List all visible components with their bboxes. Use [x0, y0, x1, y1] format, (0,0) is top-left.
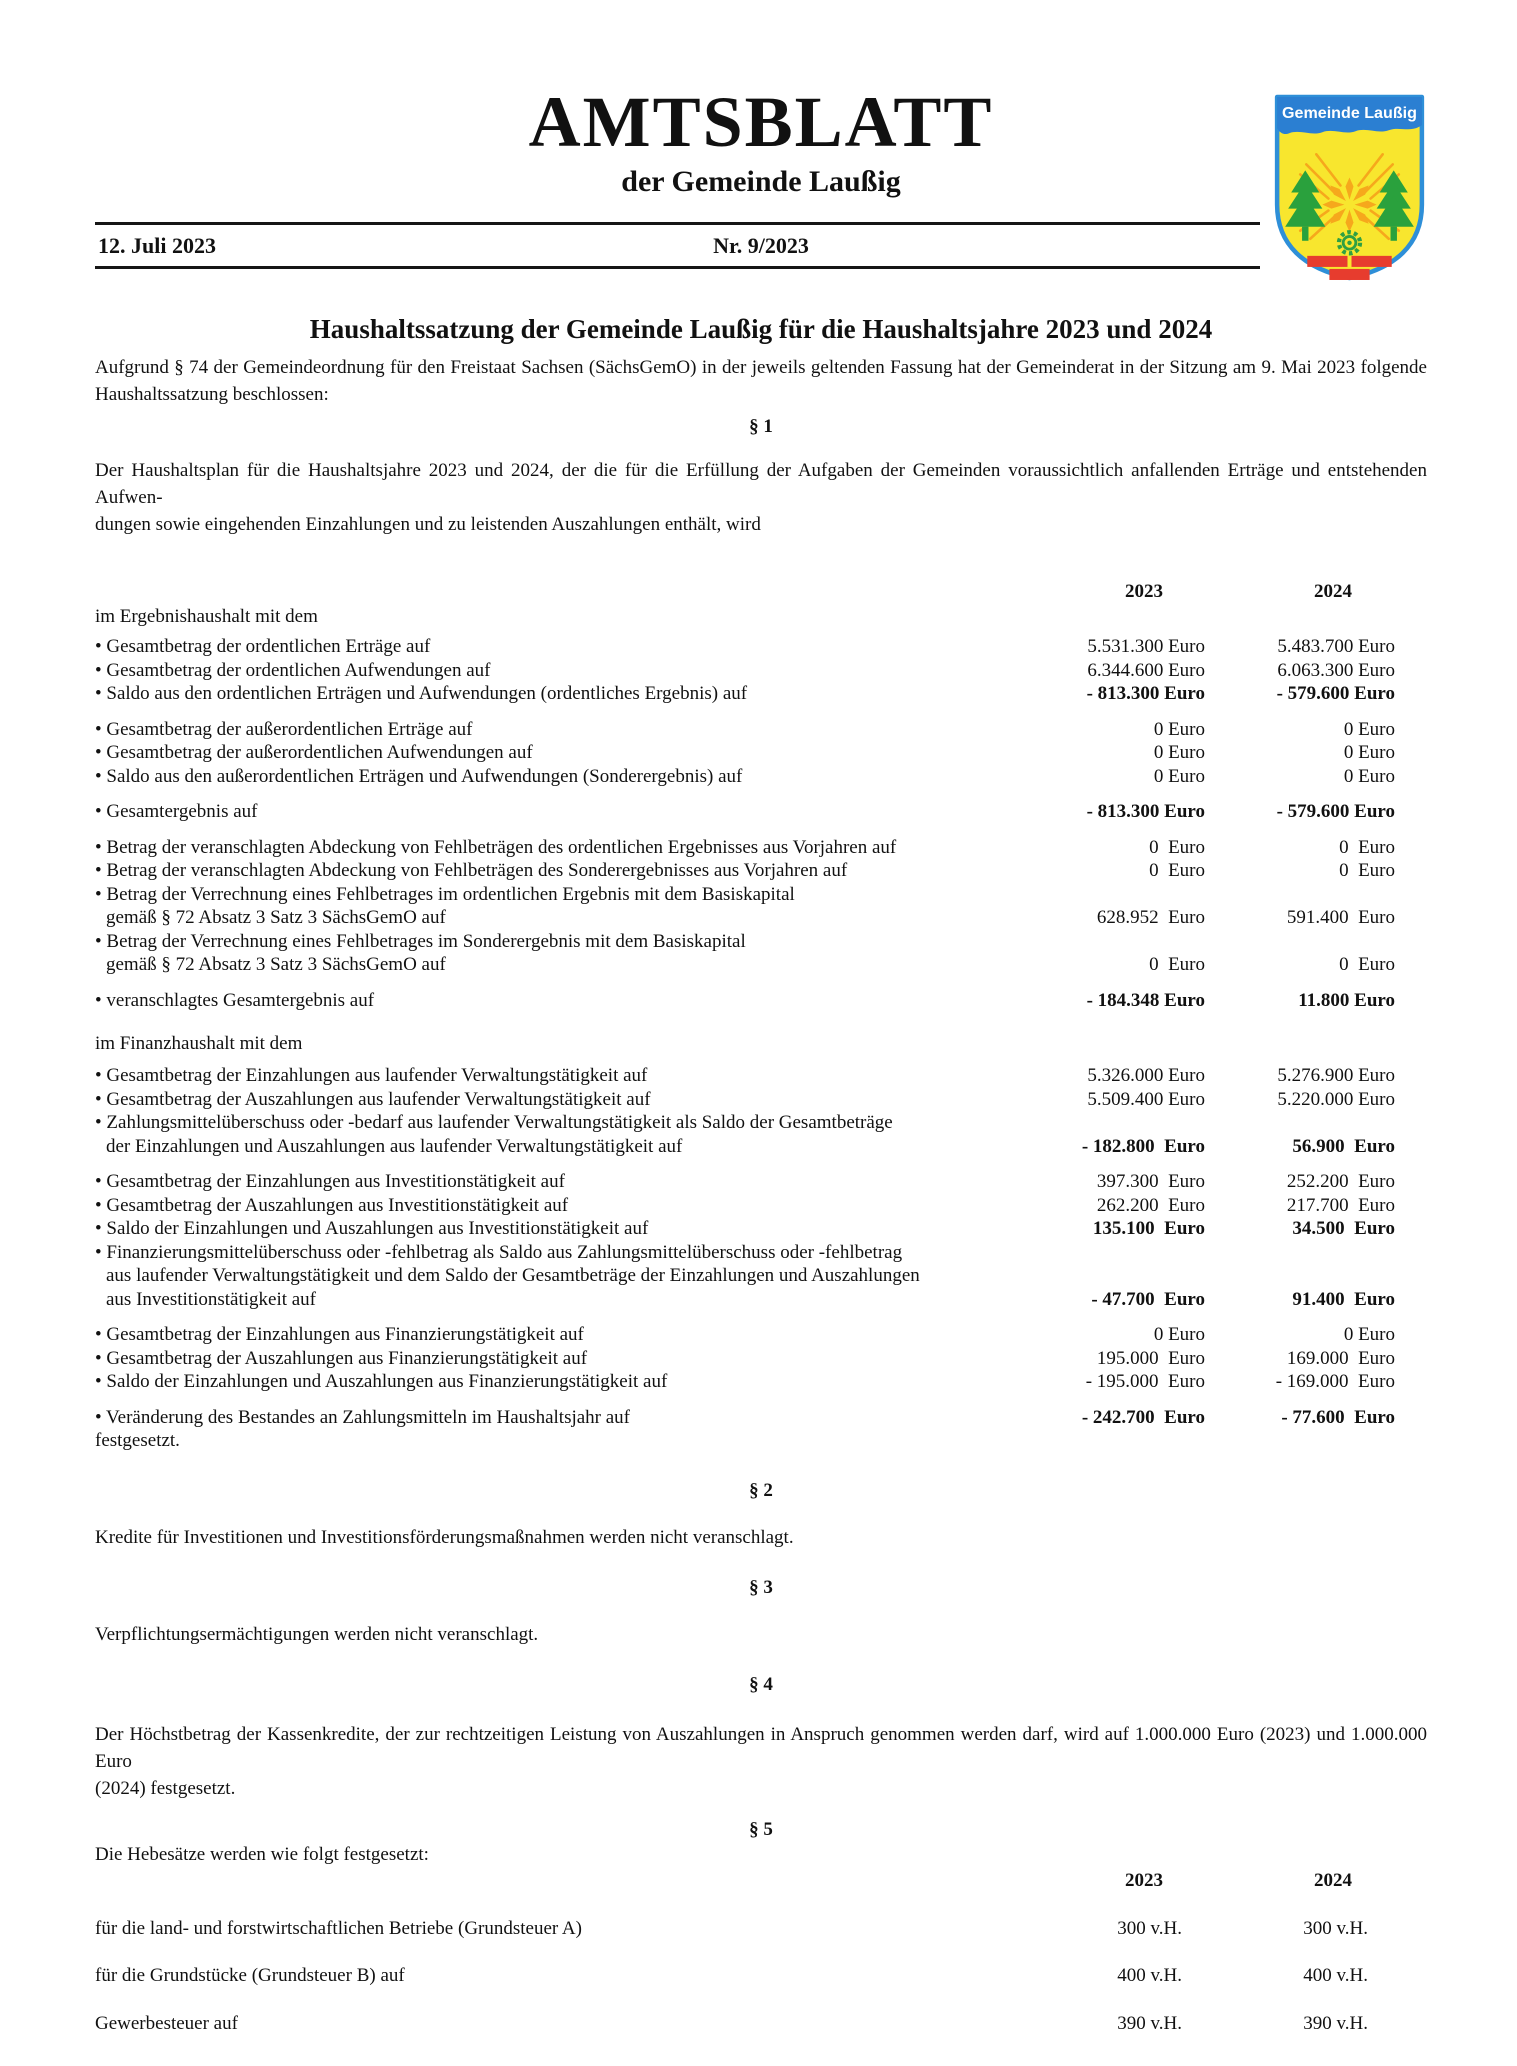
- budget-row-value-2024: 34.500 Euro: [1292, 1218, 1395, 1239]
- budget-table-row: [95, 836, 1427, 860]
- budget-row-value-2023: - 242.700 Euro: [1081, 1406, 1205, 1428]
- budget-table-row: [95, 1217, 1427, 1241]
- budget-row-label: [95, 1064, 1075, 1088]
- section-5-mark: § 5: [749, 1818, 773, 1840]
- ergebnishaushalt-rows: [95, 635, 1427, 1012]
- budget-row-label: [95, 930, 1075, 977]
- masthead: [95, 0, 1427, 202]
- budget-table-row: [95, 1064, 1427, 1088]
- budget-row-label: [95, 989, 1075, 1013]
- budget-table-row: [95, 765, 1427, 789]
- budget-row-value-2024: 5.483.700 Euro: [1277, 636, 1395, 657]
- budget-row-value-2023: 195.000 Euro: [1096, 1347, 1205, 1369]
- masthead-subtitle: der Gemeinde Laußig: [621, 165, 901, 198]
- budget-row-value-2023: 0 Euro: [1153, 742, 1205, 763]
- budget-row-value-2024: 0 Euro: [1339, 836, 1395, 858]
- budget-row-value-2024: 217.700 Euro: [1286, 1194, 1395, 1216]
- section-1-mark: § 1: [749, 416, 773, 437]
- section-3-text: Verpflichtungsermächtigungen werden nicht veranschlagt.: [95, 1623, 539, 1645]
- budget-row-line: • Zahlungsmittelüberschuss oder -bedarf aus laufender Verwaltungstätigkeit als Saldo der Gesamtbeträge: [95, 1112, 893, 1133]
- festgesetzt-text: festgesetzt.: [95, 1430, 180, 1451]
- budget-row-line: • Gesamtergebnis auf: [95, 801, 258, 822]
- budget-table-row: [95, 1406, 1427, 1430]
- budget-row-value-2023: 0 Euro: [1153, 765, 1205, 787]
- intro-line-1: Aufgrund § 74 der Gemeindeordnung für den Freistaat Sachsen (SächsGemO) in der jeweils geltenden Fassung hat der Gemeinderat in der Sitzung am 9. Mai 2023 folgende: [95, 357, 1427, 378]
- budget-row-value-2024: 169.000 Euro: [1286, 1347, 1395, 1369]
- budget-row-value-2023: - 182.800 Euro: [1081, 1135, 1205, 1157]
- hebesatz-row-label: Gewerbesteuer auf: [95, 2012, 238, 2034]
- budget-row-line: • Saldo der Einzahlungen und Auszahlungen aus Finanzierungstätigkeit auf: [95, 1371, 668, 1392]
- budget-row-value-2023: 397.300 Euro: [1096, 1171, 1205, 1192]
- masthead-rule-bottom: [95, 266, 1260, 269]
- budget-row-line: • Gesamtbetrag der ordentlichen Aufwendungen auf: [95, 659, 491, 681]
- budget-row-line: • Gesamtbetrag der Einzahlungen aus Investitionstätigkeit auf: [95, 1171, 565, 1192]
- issue-number: Nr. 9/2023: [713, 232, 809, 258]
- budget-row-line: aus Investitionstätigkeit auf: [106, 1288, 317, 1310]
- budget-row-line: • Gesamtbetrag der Auszahlungen aus laufender Verwaltungstätigkeit auf: [95, 1088, 651, 1110]
- budget-row-label: [95, 836, 1075, 860]
- budget-row-value-2023: 0 Euro: [1149, 860, 1205, 881]
- masthead-date-row: [95, 225, 1260, 266]
- budget-row-value-2024: 252.200 Euro: [1286, 1171, 1395, 1192]
- hebesaetze-lead: Die Hebesätze werden wie folgt festgesetzt:: [95, 1843, 429, 1865]
- budget-row-value-2024: 6.063.300 Euro: [1277, 659, 1395, 681]
- hebesatz-row-label: für die land- und forstwirtschaftlichen Betriebe (Grundsteuer A): [95, 1917, 582, 1939]
- budget-row-value-2023: 0 Euro: [1149, 954, 1205, 975]
- budget-row-value-2024: 11.800 Euro: [1298, 989, 1395, 1011]
- section-4-line-1: Der Höchstbetrag der Kassenkredite, der zur rechtzeitigen Leistung von Auszahlungen in Anspruch genommen werden darf, wird auf 1.000.000 Euro (2023) und 1.000.000 Euro: [95, 1723, 1427, 1772]
- budget-row-line: • Gesamtbetrag der Auszahlungen aus Investitionstätigkeit auf: [95, 1194, 569, 1216]
- budget-row-line: • Gesamtbetrag der Einzahlungen aus Finanzierungstätigkeit auf: [95, 1324, 584, 1345]
- hebesatz-year-column-2024: 2024: [1314, 1869, 1352, 1891]
- budget-row-value-2023: 6.344.600 Euro: [1087, 659, 1205, 681]
- budget-row-value-2024: 0 Euro: [1339, 860, 1395, 881]
- budget-row-value-2024: 0 Euro: [1343, 1324, 1395, 1345]
- budget-row-label: [95, 1194, 1075, 1218]
- ergebnishaushalt-label: im Ergebnishaushalt mit dem: [95, 606, 318, 627]
- budget-row-value-2023: 262.200 Euro: [1096, 1194, 1205, 1216]
- budget-row-value-2023: - 813.300 Euro: [1086, 683, 1205, 704]
- budget-row-label: [95, 1406, 1075, 1430]
- budget-row-line: • Gesamtbetrag der außerordentlichen Erträge auf: [95, 718, 473, 740]
- budget-row-value-2024: 56.900 Euro: [1292, 1135, 1395, 1157]
- budget-row-line: • Betrag der veranschlagten Abdeckung von Fehlbeträgen des Sonderergebnisses aus Vorjahren auf: [95, 860, 848, 881]
- budget-row-value-2023: - 813.300 Euro: [1086, 801, 1205, 822]
- budget-row-line: • Betrag der Verrechnung eines Fehlbetrages im ordentlichen Ergebnis mit dem Basiskapital: [95, 883, 795, 905]
- crest-text: Gemeinde Laußig: [1282, 104, 1417, 123]
- intro-paragraph: [95, 354, 1427, 408]
- budget-table-row: [95, 741, 1427, 765]
- budget-table-row: [95, 930, 1427, 977]
- section-1-lead: [95, 457, 1427, 538]
- hebesaetze-rows: [95, 1917, 1427, 2036]
- section-3-mark: § 3: [749, 1576, 773, 1598]
- section-4-line-2: (2024) festgesetzt.: [95, 1777, 236, 1799]
- budget-row-value-2023: 135.100 Euro: [1092, 1218, 1205, 1239]
- budget-row-label: [95, 741, 1075, 765]
- budget-row-label: [95, 1347, 1075, 1371]
- hebesatz-row-value-2024: 390 v.H.: [1303, 2012, 1368, 2034]
- budget-row-line: • Saldo aus den ordentlichen Erträgen und Aufwendungen (ordentliches Ergebnis) auf: [95, 683, 748, 704]
- budget-row-line: • Betrag der Verrechnung eines Fehlbetrages im Sonderergebnis mit dem Basiskapital: [95, 930, 746, 952]
- budget-row-line: • Gesamtbetrag der ordentlichen Erträge auf: [95, 636, 431, 657]
- budget-row-value-2024: 91.400 Euro: [1292, 1288, 1395, 1310]
- hebesatz-row: [95, 1917, 1427, 1941]
- budget-table-row: [95, 1194, 1427, 1218]
- budget-row-line: • Saldo der Einzahlungen und Auszahlungen aus Investitionstätigkeit auf: [95, 1218, 649, 1239]
- budget-row-value-2023: 5.509.400 Euro: [1087, 1088, 1205, 1110]
- budget-row-label: [95, 682, 1075, 706]
- budget-row-value-2024: 0 Euro: [1343, 718, 1395, 740]
- budget-table-row: [95, 659, 1427, 683]
- budget-table-row: [95, 800, 1427, 824]
- intro-line-2: Haushaltssatzung beschlossen:: [95, 384, 329, 405]
- year-column-2023: 2023: [1125, 581, 1163, 602]
- budget-row-label: [95, 1170, 1075, 1194]
- masthead-title: AMTSBLATT: [528, 82, 994, 162]
- budget-row-value-2024: - 169.000 Euro: [1275, 1371, 1395, 1392]
- section-2-text: Kredite für Investitionen und Investitionsförderungsmaßnahmen werden nicht veranschlagt.: [95, 1526, 794, 1548]
- hebesatz-row-value-2024: 300 v.H.: [1303, 1917, 1368, 1939]
- budget-row-value-2023: 0 Euro: [1153, 718, 1205, 740]
- budget-row-line: der Einzahlungen und Auszahlungen aus laufender Verwaltungstätigkeit auf: [106, 1135, 683, 1157]
- budget-row-line: gemäß § 72 Absatz 3 Satz 3 SächsGemO auf: [106, 954, 446, 975]
- budget-table-row: [95, 859, 1427, 883]
- hebesatz-year-column-2023: 2023: [1125, 1869, 1163, 1891]
- budget-row-label: [95, 800, 1075, 824]
- budget-row-label: [95, 1088, 1075, 1112]
- budget-row-value-2023: 628.952 Euro: [1096, 907, 1205, 928]
- budget-row-line: • Gesamtbetrag der Einzahlungen aus laufender Verwaltungstätigkeit auf: [95, 1065, 648, 1086]
- budget-table-row: [95, 1170, 1427, 1194]
- budget-row-label: [95, 718, 1075, 742]
- budget-row-label: [95, 1111, 1075, 1158]
- hebesatz-row-label: für die Grundstücke (Grundsteuer B) auf: [95, 1965, 405, 1986]
- budget-table-row: [95, 635, 1427, 659]
- section-1-lead-line-1: Der Haushaltsplan für die Haushaltsjahre 2023 und 2024, der die für die Erfüllung der Aufgaben der Gemeinden voraussichtlich anfallenden Erträge und entstehenden Aufwen-: [95, 460, 1427, 508]
- budget-row-label: [95, 659, 1075, 683]
- section-2-mark: § 2: [749, 1479, 773, 1501]
- budget-row-value-2024: - 77.600 Euro: [1281, 1406, 1395, 1428]
- budget-row-value-2024: - 579.600 Euro: [1276, 801, 1395, 822]
- budget-row-label: [95, 1217, 1075, 1241]
- budget-table-row: [95, 1347, 1427, 1371]
- budget-row-label: [95, 765, 1075, 789]
- budget-row-line: • Betrag der veranschlagten Abdeckung von Fehlbeträgen des ordentlichen Ergebnisses aus Vorjahren auf: [95, 836, 897, 858]
- budget-table-row: [95, 718, 1427, 742]
- hebesatz-row: [95, 1964, 1427, 1988]
- budget-row-line: • Saldo aus den außerordentlichen Erträgen und Aufwendungen (Sonderergebnis) auf: [95, 765, 743, 787]
- hebesaetze-year-header: [95, 1869, 1427, 1892]
- section-1-lead-line-2: dungen sowie eingehenden Einzahlungen und zu leistenden Auszahlungen enthält, wird: [95, 514, 761, 535]
- budget-table-row: [95, 682, 1427, 706]
- budget-row-value-2023: - 47.700 Euro: [1091, 1288, 1205, 1310]
- finanzhaushalt-rows: [95, 1064, 1427, 1429]
- budget-row-label: [95, 1241, 1075, 1312]
- year-column-2024: 2024: [1314, 581, 1352, 602]
- budget-row-label: [95, 635, 1075, 659]
- budget-row-value-2024: 0 Euro: [1339, 954, 1395, 975]
- budget-row-value-2024: 5.220.000 Euro: [1277, 1088, 1395, 1110]
- budget-row-label: [95, 1323, 1075, 1347]
- budget-row-value-2024: 0 Euro: [1343, 765, 1395, 787]
- hebesatz-row-value-2023: 390 v.H.: [1117, 2012, 1182, 2034]
- hebesatz-row-value-2024: 400 v.H.: [1303, 1965, 1368, 1986]
- budget-row-line: aus laufender Verwaltungstätigkeit und dem Saldo der Gesamtbeträge der Einzahlungen und Auszahlungen: [106, 1265, 920, 1286]
- budget-row-value-2023: - 195.000 Euro: [1085, 1371, 1205, 1392]
- budget-row-label: [95, 883, 1075, 930]
- budget-row-value-2023: 5.326.000 Euro: [1087, 1065, 1205, 1086]
- budget-table-row: [95, 1111, 1427, 1158]
- budget-row-value-2024: 591.400 Euro: [1286, 907, 1395, 928]
- budget-row-line: • Finanzierungsmittelüberschuss oder -fehlbetrag als Saldo aus Zahlungsmittelüberschuss oder -fehlbetrag: [95, 1241, 903, 1263]
- budget-row-value-2024: - 579.600 Euro: [1276, 683, 1395, 704]
- budget-row-value-2024: 5.276.900 Euro: [1277, 1065, 1395, 1086]
- hebesatz-row-value-2023: 400 v.H.: [1117, 1965, 1182, 1986]
- budget-row-line: • Gesamtbetrag der außerordentlichen Aufwendungen auf: [95, 742, 533, 763]
- budget-row-value-2024: 0 Euro: [1343, 742, 1395, 763]
- budget-table-row: [95, 883, 1427, 930]
- budget-row-line: • Gesamtbetrag der Auszahlungen aus Finanzierungstätigkeit auf: [95, 1347, 588, 1369]
- hebesatz-row: [95, 2012, 1427, 2036]
- budget-table-row: [95, 1241, 1427, 1312]
- budget-row-label: [95, 859, 1075, 883]
- section-4-mark: § 4: [749, 1673, 773, 1695]
- budget-row-line: • Veränderung des Bestandes an Zahlungsmitteln im Haushaltsjahr auf: [95, 1406, 631, 1428]
- budget-row-line: • veranschlagtes Gesamtergebnis auf: [95, 989, 375, 1011]
- budget-table-row: [95, 1323, 1427, 1347]
- budget-row-value-2023: 0 Euro: [1153, 1324, 1205, 1345]
- budget-row-value-2023: - 184.348 Euro: [1086, 989, 1205, 1011]
- issue-date: 12. Juli 2023: [98, 232, 216, 258]
- budget-table-row: [95, 1370, 1427, 1394]
- budget-year-header: [95, 580, 1427, 603]
- hebesatz-row-value-2023: 300 v.H.: [1117, 1917, 1182, 1939]
- budget-row-line: gemäß § 72 Absatz 3 Satz 3 SächsGemO auf: [106, 907, 446, 928]
- budget-row-value-2023: 5.531.300 Euro: [1087, 636, 1205, 657]
- document-heading: Haushaltssatzung der Gemeinde Laußig für die Haushaltsjahre 2023 und 2024: [309, 314, 1213, 344]
- budget-table-row: [95, 989, 1427, 1013]
- budget-row-value-2023: 0 Euro: [1149, 836, 1205, 858]
- section-4-text: [95, 1721, 1427, 1802]
- budget-table-row: [95, 1088, 1427, 1112]
- finanzhaushalt-label: im Finanzhaushalt mit dem: [95, 1033, 303, 1054]
- budget-row-label: [95, 1370, 1075, 1394]
